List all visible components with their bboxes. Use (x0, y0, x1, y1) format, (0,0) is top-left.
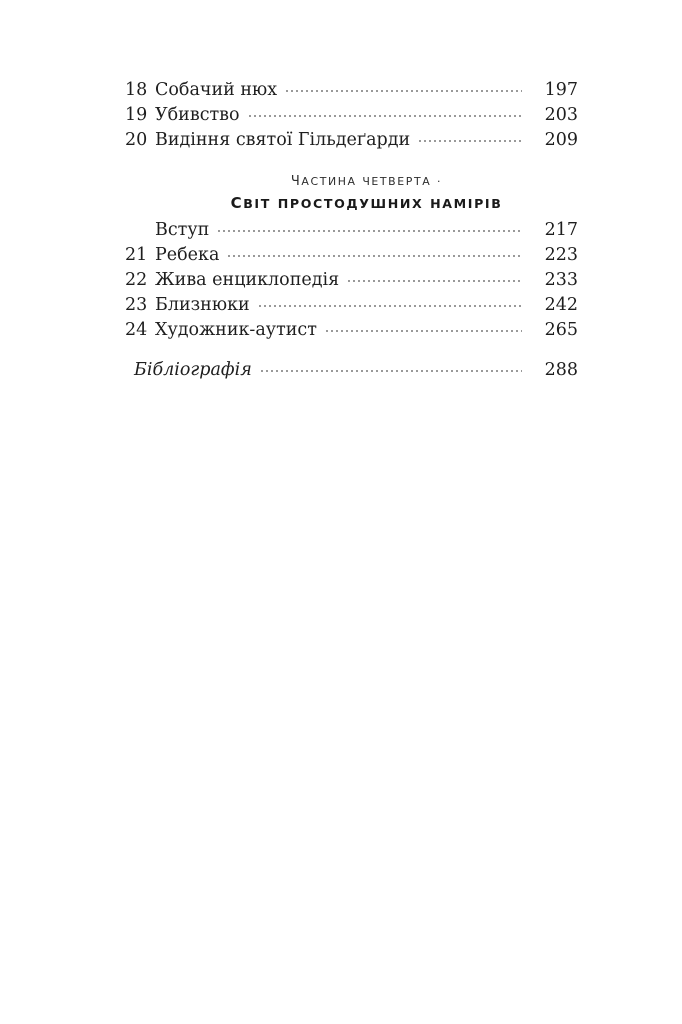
chapter-title: Художник-аутист (155, 320, 317, 340)
part-title: СВІТ ПРОСТОДУШНИХ НАМІРІВ (230, 194, 503, 212)
toc-entry (125, 318, 578, 343)
page-number: 203 (544, 105, 578, 125)
dot-leader (326, 330, 522, 332)
bibliography-entry (125, 358, 578, 383)
chapter-number: 22 (125, 270, 148, 290)
chapter-title: Ребека (155, 245, 220, 265)
chapter-number: 23 (125, 295, 148, 315)
dot-leader (419, 140, 522, 142)
toc-entry (125, 218, 578, 243)
page-number: 288 (544, 360, 578, 380)
dot-leader (261, 370, 522, 372)
page-number: 223 (544, 245, 578, 265)
dot-leader (348, 280, 522, 282)
toc-entry (125, 293, 578, 318)
bibliography-title: Бібліографія (134, 360, 252, 380)
chapter-number: 18 (125, 80, 148, 100)
page-number: 233 (544, 270, 578, 290)
chapter-number (125, 218, 147, 243)
chapter-number: 20 (125, 130, 148, 150)
dot-leader (218, 230, 522, 232)
toc-entry (125, 268, 578, 293)
dot-leader (249, 115, 522, 117)
chapter-title: Убивство (155, 105, 240, 125)
toc-entry (125, 103, 578, 128)
chapter-number: 21 (125, 245, 148, 265)
chapter-title: Близнюки (155, 295, 250, 315)
page-number: 209 (544, 130, 578, 150)
chapter-title: Вступ (155, 220, 210, 240)
toc-entry (125, 243, 578, 268)
page-number: 265 (544, 320, 578, 340)
toc-entry (125, 78, 578, 103)
chapter-title: Видіння святої Гільдеґарди (155, 130, 411, 150)
toc-entry (125, 128, 578, 153)
chapter-number: 24 (125, 320, 148, 340)
toc-group-part-three-tail (125, 78, 578, 153)
chapter-title: Жива енциклопедія (155, 270, 340, 290)
page-number: 242 (544, 295, 578, 315)
toc-group-part-four (125, 218, 578, 343)
dot-leader (259, 305, 522, 307)
chapter-title: Собачий нюх (155, 80, 278, 100)
dot-leader (286, 90, 522, 92)
table-of-contents (125, 78, 578, 383)
page-number: 217 (544, 220, 578, 240)
dot-leader (228, 255, 522, 257)
part-heading (125, 172, 578, 214)
chapter-number: 19 (125, 105, 148, 125)
page-number: 197 (544, 80, 578, 100)
part-kicker: ЧАСТИНА ЧЕТВЕРТА · (290, 174, 443, 189)
